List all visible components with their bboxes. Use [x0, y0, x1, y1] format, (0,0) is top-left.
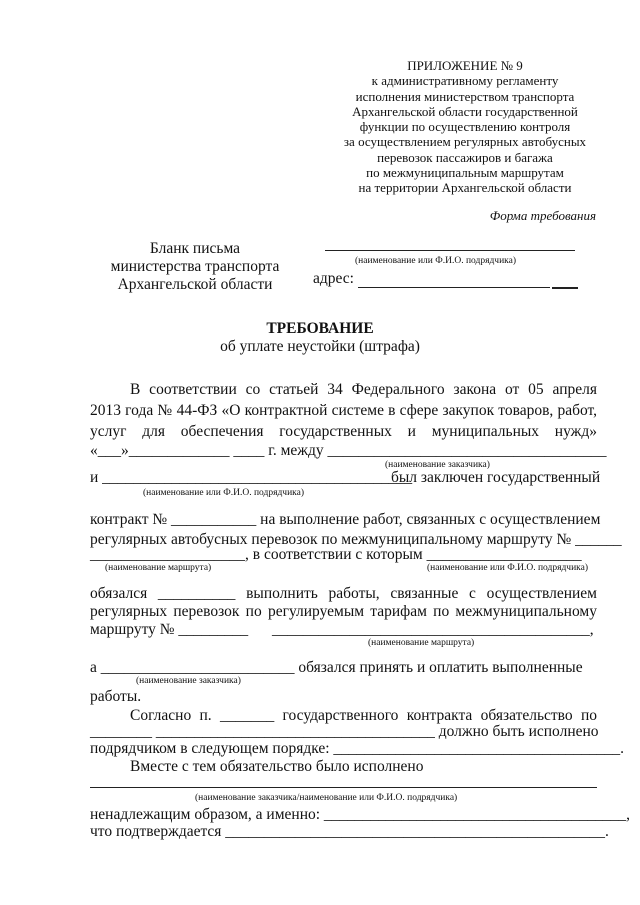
p6-line-1: Вместе с тем обязательство было исполнено [130, 758, 424, 775]
p3-line-2: регулярных перевозок по регулируемым тарифам по межмуниципальному [90, 603, 597, 620]
document-title: ТРЕБОВАНИЕ [266, 320, 374, 337]
appendix-header [300, 58, 630, 196]
p6-line-4: что подтверждается _________________________________________________. [90, 823, 609, 840]
p4-line-2: работы. [90, 688, 142, 705]
appendix-line-2: исполнения министерством транспорта [355, 88, 575, 104]
appendix-line-7: по межмуниципальным маршрутам [366, 165, 564, 181]
address-line-end [552, 287, 578, 289]
p4-line-1: а _________________________ обязался принять и оплатить выполненные [90, 659, 583, 676]
p1-line-5a: и ________________________________________ [90, 469, 413, 486]
p2-line-1: контракт № ___________ на выполнение работ, связанных с осуществлением [90, 511, 601, 528]
appendix-line-3: Архангельской области государственной [352, 103, 578, 119]
letterhead-line-1: Бланк письма [149, 240, 241, 257]
letterhead-line-2: министерства транспорта [110, 258, 280, 275]
p3-line-3: маршруту № _________ [90, 621, 249, 638]
p1-line-5b: был заключен государственный [391, 469, 601, 486]
caption-customer-contractor: (наименование заказчика/наименование или Ф.И.О. подрядчика) [195, 793, 458, 803]
appendix-line-6: перевозок пассажиров и багажа [377, 149, 553, 165]
appendix-number: ПРИЛОЖЕНИЕ № 9 [407, 58, 523, 73]
letterhead-line-3: Архангельской области [117, 276, 273, 293]
appendix-line-4: функции по осуществлению контроля [359, 119, 571, 135]
p1-line-2: 2013 года № 44-ФЗ «О контрактной системе в сфере закупок товаров, работ, [90, 402, 597, 419]
p2-line-3: ____________________, в соответствии с которым ____________________ [90, 546, 582, 563]
p5-line-3: подрядчиком в следующем порядке: _____________________________________. [90, 740, 625, 757]
caption-route: (наименование маршрута) [105, 563, 212, 573]
p1-line-4: «___»_____________ ____ г. между ____________________________________ [90, 442, 607, 459]
document-subtitle: об уплате неустойки (штрафа) [220, 338, 420, 355]
recipient-name-line [325, 250, 575, 251]
caption-contractor-2: (наименование или Ф.И.О. подрядчика) [427, 563, 589, 573]
p3-line-1: обязался __________ выполнить работы, связанные с осуществлением [90, 585, 597, 602]
form-label: Форма требования [489, 208, 596, 223]
p6-blank-line [90, 787, 597, 788]
appendix-line-8: на территории Архангельской области [358, 180, 572, 196]
p1-line-1: В соответствии со статьей 34 Федерального закона от 05 апреля [130, 381, 597, 398]
p5-line-1: Согласно п. _______ государственного контракта обязательство по [130, 707, 597, 724]
appendix-line-1: к административному регламенту [371, 73, 559, 89]
recipient-name-caption: (наименование или Ф.И.О. подрядчика) [355, 256, 517, 266]
letterhead [95, 240, 295, 294]
p5-line-2: ________ ____________________________________ должно быть исполнено [90, 723, 599, 740]
appendix-line-5: за осуществлением регулярных автобусных [343, 134, 587, 150]
p2-line-2: регулярных автобусных перевозок по межмуниципальному маршруту № ______ [90, 531, 622, 548]
p3-line-3b: _________________________________________, [272, 621, 594, 638]
p1-line-3: услуг для обеспечения государственных и муниципальных нужд» [90, 423, 597, 440]
address-line [358, 287, 550, 288]
caption-customer: (наименование заказчика) [385, 460, 490, 470]
caption-customer-2: (наименование заказчика) [136, 676, 241, 686]
caption-contractor: (наименование или Ф.И.О. подрядчика) [143, 488, 305, 498]
caption-route-2: (наименование маршрута) [368, 638, 475, 648]
address-label: адрес: [313, 270, 354, 287]
p6-line-3: ненадлежащим образом, а именно: _______________________________________, [90, 806, 631, 823]
